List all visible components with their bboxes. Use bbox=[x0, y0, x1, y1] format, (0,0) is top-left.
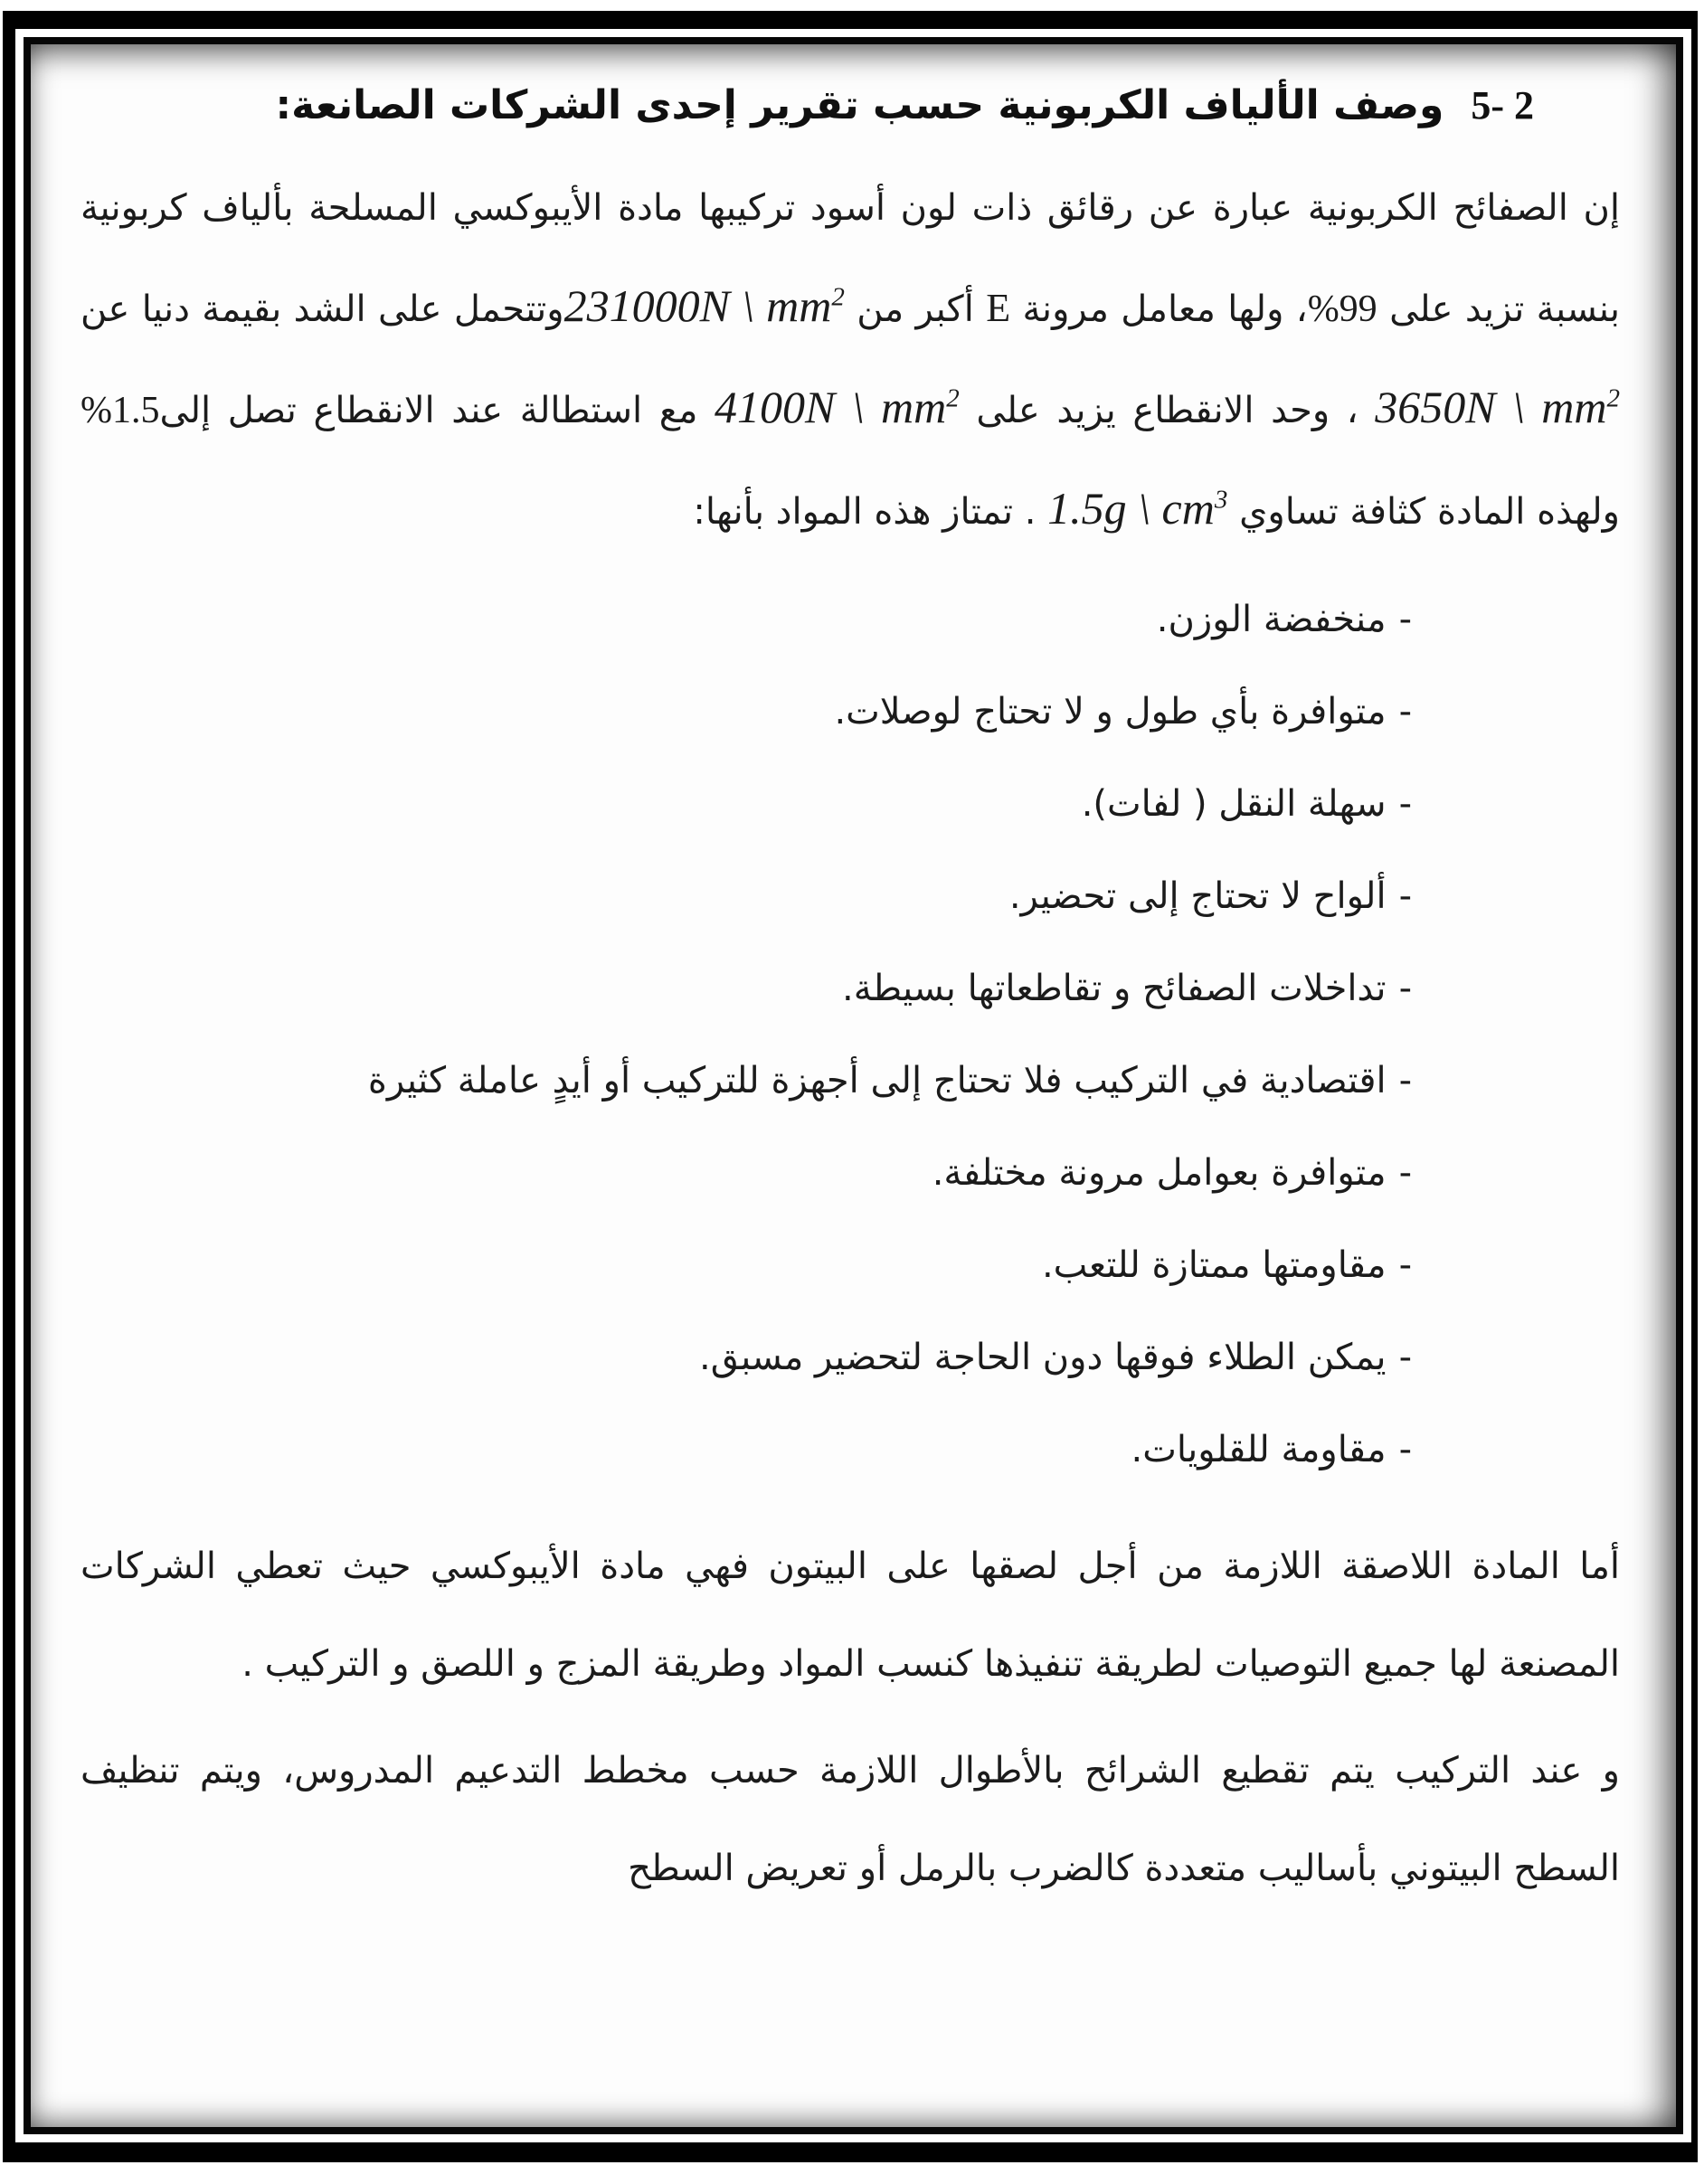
list-dash-marker: - bbox=[1398, 783, 1412, 825]
formula-tensile-min bbox=[1375, 382, 1620, 432]
formula-density bbox=[1047, 483, 1227, 534]
intro-segment: مع استطالة عند الانقطاع تصل إلى bbox=[159, 390, 715, 431]
list-item-text: مقاومة للقلويات. bbox=[1131, 1429, 1387, 1470]
formula-exponent: 2 bbox=[946, 383, 960, 413]
list-dash-marker: - bbox=[1398, 1429, 1412, 1470]
list-item-text: سهلة النقل ( لفات). bbox=[1081, 783, 1387, 825]
list-item-text: متوافرة بعوامل مرونة مختلفة. bbox=[932, 1152, 1387, 1194]
intro-paragraph bbox=[80, 159, 1620, 561]
list-item bbox=[80, 1219, 1412, 1311]
list-dash-marker: - bbox=[1398, 599, 1412, 640]
list-item bbox=[80, 1311, 1412, 1404]
formula-exponent: 3 bbox=[1214, 485, 1228, 515]
list-item bbox=[80, 666, 1412, 758]
intro-segment: ولهذه المادة كثافة تساوي bbox=[1227, 491, 1620, 533]
list-item-text: مقاومتها ممتازة للتعب. bbox=[1041, 1244, 1387, 1286]
elongation-percent-value: %1.5 bbox=[80, 390, 160, 431]
intro-segment: وتتحمل على الشد بقيمة دنيا عن bbox=[80, 288, 564, 330]
list-item-text: ألواح لا تحتاج إلى تحضير. bbox=[1008, 875, 1387, 917]
adhesive-paragraph: أما المادة اللاصقة اللازمة من أجل لصقها على البيتون فهي مادة الأيبوكسي حيث تعطي الشركات المصنعة لها جميع التوصيات لطريقة تنفيذها كنسب المواد وطريقة المزج و اللصق و التركيب . bbox=[80, 1546, 1620, 1685]
list-item-text: منخفضة الوزن. bbox=[1156, 599, 1387, 640]
list-item bbox=[80, 1035, 1412, 1127]
formula-exponent: 2 bbox=[1606, 383, 1620, 413]
formula-base: 4100N \ mm bbox=[715, 382, 947, 432]
intro-segment: أكبر من bbox=[844, 288, 987, 330]
elastic-modulus-symbol: E bbox=[986, 286, 1011, 330]
formula-exponent: 2 bbox=[831, 282, 845, 312]
list-dash-marker: - bbox=[1398, 968, 1412, 1009]
section-number: 5- 2 bbox=[1471, 83, 1534, 128]
list-item-text: يمكن الطلاء فوقها دون الحاجة لتحضير مسبق. bbox=[699, 1337, 1387, 1378]
formula-elastic-modulus bbox=[564, 280, 845, 331]
list-item-text: تداخلات الصفائح و تقاطعاتها بسيطة. bbox=[842, 968, 1387, 1009]
list-item bbox=[80, 1127, 1412, 1219]
percent-value: %99 bbox=[1307, 288, 1377, 330]
list-item bbox=[80, 573, 1412, 666]
list-item bbox=[80, 942, 1412, 1035]
page-content bbox=[31, 44, 1676, 2127]
list-dash-marker: - bbox=[1398, 1337, 1412, 1378]
installation-paragraph: و عند التركيب يتم تقطيع الشرائح بالأطوال اللازمة حسب مخطط التدعيم المدروس، ويتم تنظيف السطح البيتوني بأساليب متعددة كالضرب بالرمل أو تعريض السطح bbox=[80, 1750, 1620, 1889]
list-item-text: اقتصادية في التركيب فلا تحتاج إلى أجهزة للتركيب أو أيدٍ عاملة كثيرة bbox=[367, 1060, 1387, 1101]
formula-rupture-limit bbox=[715, 382, 960, 432]
list-item bbox=[80, 758, 1412, 850]
list-dash-marker: - bbox=[1398, 1244, 1412, 1286]
list-dash-marker: - bbox=[1398, 1152, 1412, 1194]
intro-segment: إن الصفائح الكربونية عبارة عن رقائق ذات لون أسود تركيبها مادة الأيبوكسي المسلحة بألياف كربونية بنسبة تزيد على bbox=[80, 187, 1621, 330]
intro-segment: . تمتاز هذه المواد بأنها: bbox=[693, 491, 1048, 533]
list-dash-marker: - bbox=[1398, 875, 1412, 917]
list-item bbox=[80, 1404, 1412, 1496]
list-item-text: متوافرة بأي طول و لا تحتاج لوصلات. bbox=[834, 691, 1387, 733]
list-dash-marker: - bbox=[1398, 691, 1412, 733]
section-title: وصف الألياف الكربونية حسب تقرير إحدى الشركات الصانعة: bbox=[275, 82, 1444, 128]
formula-base: 1.5g \ cm bbox=[1047, 483, 1215, 534]
list-dash-marker: - bbox=[1398, 1060, 1412, 1101]
list-item bbox=[80, 850, 1412, 942]
page-outer-border bbox=[3, 11, 1698, 2162]
page-inner-border bbox=[24, 37, 1683, 2134]
formula-base: 231000N \ mm bbox=[563, 280, 832, 331]
features-list bbox=[80, 561, 1620, 1508]
intro-segment: ، ولها معامل مرونة bbox=[1010, 288, 1308, 330]
intro-segment: ، وحد الانقطاع يزيد على bbox=[959, 390, 1376, 431]
section-heading bbox=[80, 82, 1534, 128]
formula-base: 3650N \ mm bbox=[1375, 382, 1607, 432]
